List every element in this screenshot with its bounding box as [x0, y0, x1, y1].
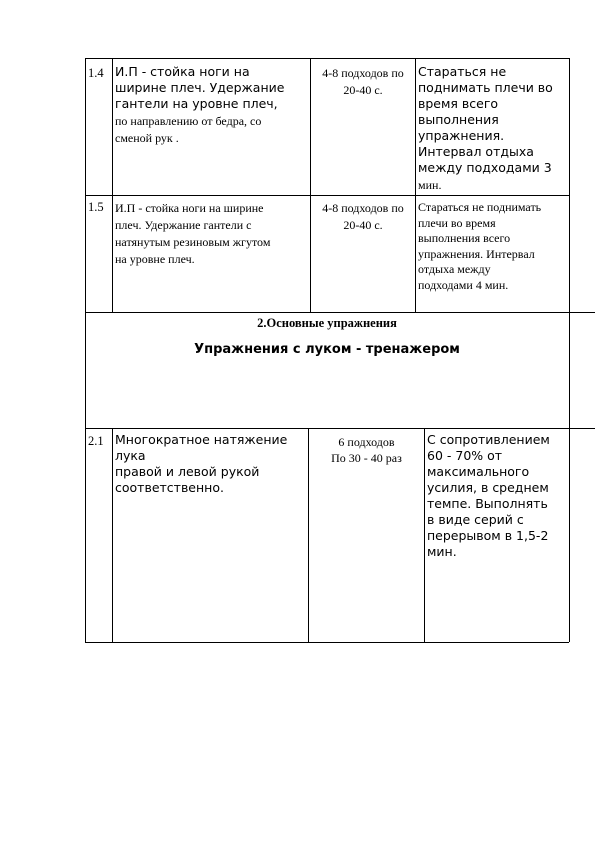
dosage-text: 4-8 подходов по [322, 201, 404, 215]
exercise-text: плеч. Удержание гантели с [115, 218, 252, 232]
grid-line [85, 195, 569, 196]
notes-text: перерывом в 1,5-2 [427, 528, 549, 543]
grid-line [415, 58, 416, 312]
notes-cell [427, 432, 569, 560]
notes-text: время всего [418, 96, 499, 111]
notes-text: в виде серий с [427, 512, 524, 527]
grid-line [85, 642, 569, 643]
dosage-cell [309, 434, 424, 466]
notes-text: максимального [427, 464, 530, 479]
section-title: 2.Основные упражнения [257, 316, 397, 330]
dosage-text: 4-8 подходов по [322, 66, 404, 80]
notes-cell [418, 200, 569, 293]
notes-text: Интервал отдыха [418, 144, 534, 159]
grid-line [569, 58, 570, 312]
dosage-text: 20-40 с. [343, 218, 383, 232]
notes-text: плечи во время [418, 215, 496, 230]
exercise-cell [115, 200, 310, 268]
notes-text: между подходами 3 [418, 160, 552, 175]
notes-text: выполнения [418, 112, 499, 127]
grid-line [569, 312, 570, 428]
exercise-text: на уровне плеч. [115, 252, 195, 266]
grid-line [424, 428, 425, 642]
section-subtitle: Упражнения с луком - тренажером [194, 342, 460, 357]
grid-line [112, 58, 113, 312]
exercise-text: Многократное натяжение [115, 432, 288, 447]
exercise-text: натянутым резиновым жгутом [115, 235, 271, 249]
grid-line [85, 428, 595, 429]
exercise-text: И.П - стойка ноги на ширине [115, 201, 264, 215]
notes-cell [418, 64, 569, 193]
grid-line [85, 312, 595, 313]
notes-text: С сопротивлением [427, 432, 550, 447]
notes-text: упражнения. [418, 128, 505, 143]
notes-text: мин. [427, 544, 457, 559]
notes-text: поднимать плечи во [418, 80, 553, 95]
notes-text: Стараться не поднимать [418, 200, 542, 214]
exercise-cell [115, 432, 308, 496]
grid-line [112, 428, 113, 642]
dosage-text: 20-40 с. [343, 83, 383, 97]
dosage-cell [311, 66, 415, 98]
notes-text: отдыха между [418, 262, 491, 276]
notes-text: 60 - 70% от [427, 448, 503, 463]
notes-text: подходами 4 мин. [418, 277, 509, 292]
exercise-text: И.П - стойка ноги на [115, 64, 250, 79]
notes-text: Стараться не [418, 64, 507, 79]
row-number: 1.4 [88, 66, 104, 80]
exercise-text: сменой рук . [115, 131, 179, 145]
notes-text: темпе. Выполнять [427, 496, 548, 511]
exercise-text: ширине плеч. Удержание [115, 80, 285, 95]
row-number: 2.1 [88, 434, 104, 448]
exercise-text: правой и левой рукой [115, 464, 260, 479]
notes-text: выполнения всего [418, 231, 511, 245]
exercise-text: соответственно. [115, 480, 224, 495]
dosage-text: 6 подходов [338, 435, 395, 449]
exercise-text: гантели на уровне плеч, [115, 96, 278, 111]
notes-text: мин. [418, 178, 442, 192]
grid-line [85, 58, 569, 59]
notes-text: упражнения. Интервал [418, 246, 535, 261]
grid-line [569, 428, 570, 642]
row-number: 1.5 [88, 200, 104, 214]
exercise-cell [115, 64, 310, 146]
exercise-text: лука [115, 448, 146, 463]
dosage-cell [311, 200, 415, 234]
exercise-text: по направлению от бедра, со [115, 114, 262, 128]
dosage-text: По 30 - 40 раз [331, 451, 402, 465]
notes-text: усилия, в среднем [427, 480, 549, 495]
